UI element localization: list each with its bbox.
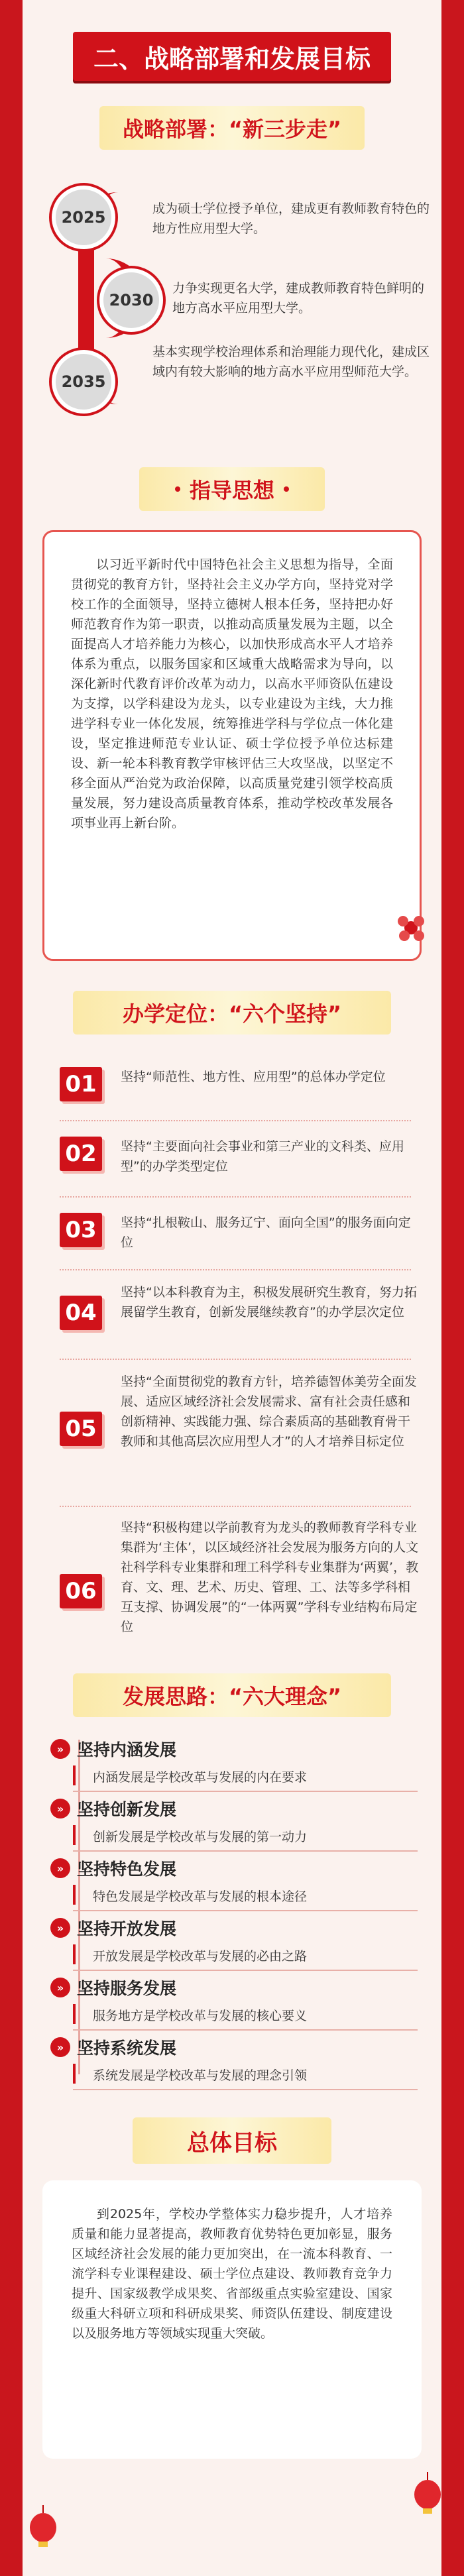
positioning-item bbox=[60, 1518, 431, 1637]
divider bbox=[60, 1120, 411, 1121]
guide-text: 以习近平新时代中国特色社会主义思想为指导，全面贯彻党的教育方针，坚持社会主义办学方向，坚持党对学校工作的全面领导，坚持立德树人根本任务，坚持把办好师范教育作为第一职责，以推动高质量发展为主题，以全面提高人才培养能力为核心，以加快形成高水平人才培养体系为重点，以服务国家和区域重大战略需求为导向，以深化新时代教育评价改革为动力，以高水平师资队伍建设为支撑，以学科建设为龙头，以专业建设为主线，大力推进学科专业一体化发展，统筹推进学科与学位点一体化建设，坚定推进师范专业认证、硕士学位授予单位达标建设、新一轮本科教育教学审核评估三大攻坚战，以坚定不移全面从严治党为政治保障，以高质量党建引领学校高质量发展，努力建设高质量教育体系，推动学校改革发展各项事业再上新台阶。 bbox=[71, 557, 393, 830]
positioning-item bbox=[60, 1137, 431, 1176]
guide-card bbox=[42, 530, 422, 961]
idea-text: 创新发展是学校改革与发展的第一动力 bbox=[73, 1821, 418, 1852]
positioning-heading-text: 办学定位：“六个坚持” bbox=[122, 1001, 342, 1027]
positioning-item bbox=[60, 1372, 431, 1451]
idea-text: 内涵发展是学校改革与发展的内在要求 bbox=[73, 1762, 418, 1792]
chevron-right-icon: » bbox=[50, 1978, 70, 1997]
item-number: 05 bbox=[60, 1412, 102, 1446]
positioning-item bbox=[60, 1067, 431, 1101]
ribbon-dot-icon bbox=[175, 486, 180, 492]
idea-title: 坚持内涵发展 bbox=[77, 1740, 177, 1760]
goal-text: 到2025年，学校办学整体实力稳步提升，人才培养质量和能力显著提高，教师教育优势特色更加彰显，服务区域经济社会发展的能力更加突出，在一流本科教育、一流学科专业课程建设、硕士学位点建设、教师教育竞争力提升、国家级教学成果奖、省部级重点实验室建设、国家级重大科研立项和科研成果奖、师资队伍建设、制度建设以及服务地方等领域实现重大突破。 bbox=[72, 2207, 392, 2341]
positioning-heading bbox=[73, 991, 391, 1035]
idea-title: 坚持系统发展 bbox=[77, 2039, 177, 2058]
item-number: 06 bbox=[60, 1574, 102, 1608]
idea-text: 开放发展是学校改革与发展的必由之路 bbox=[73, 1940, 418, 1971]
step-text-2025: 成为硕士学位授予单位，建成更有教师教育特色的地方性应用型大学。 bbox=[152, 201, 430, 236]
divider bbox=[60, 1506, 411, 1507]
idea-item bbox=[56, 1856, 418, 1911]
item-text: 坚持“积极构建以学前教育为龙头的教师教育学科专业集群为‘主体’，以区域经济社会发展为服务方向的人文社科学科专业集群和理工科学科专业集群为‘两翼’，教育、文、理、艺术、历史、管理、工、法等多学科相互支撑、协调发展”的“一体两翼”学科专业结构布局定位 bbox=[121, 1520, 419, 1634]
chevron-right-icon: » bbox=[50, 1858, 70, 1878]
item-number: 04 bbox=[60, 1296, 102, 1330]
goal-heading-text: 总体目标 bbox=[187, 2129, 277, 2156]
year-badge-2035: 2035 bbox=[52, 350, 115, 414]
lantern-icon bbox=[27, 2505, 60, 2551]
idea-text: 服务地方是学校改革与发展的核心要义 bbox=[73, 2000, 418, 2031]
flower-corner-icon bbox=[391, 908, 431, 948]
idea-item bbox=[56, 1975, 418, 2031]
chevron-right-icon: » bbox=[50, 1739, 70, 1759]
item-number: 03 bbox=[60, 1213, 102, 1247]
idea-text: 系统发展是学校改革与发展的理念引领 bbox=[73, 2060, 418, 2090]
item-text: 坚持“师范性、地方性、应用型”的总体办学定位 bbox=[121, 1070, 386, 1084]
lantern-icon bbox=[411, 2472, 444, 2518]
idea-item bbox=[56, 1915, 418, 1971]
idea-title: 坚持开放发展 bbox=[77, 1919, 177, 1938]
strategy-heading bbox=[99, 106, 365, 150]
goal-heading bbox=[133, 2117, 331, 2164]
idea-item bbox=[56, 1736, 418, 1792]
year-badge-2025: 2025 bbox=[52, 186, 115, 249]
divider bbox=[60, 1359, 411, 1360]
strategy-heading-text: 战略部署：“新三步走” bbox=[122, 117, 342, 142]
idea-text: 特色发展是学校改革与发展的根本途径 bbox=[73, 1881, 418, 1911]
chevron-right-icon: » bbox=[50, 2037, 70, 2057]
strategy-timeline bbox=[40, 172, 431, 424]
item-text: 坚持“主要面向社会事业和第三产业的文科类、应用型”的办学类型定位 bbox=[121, 1139, 404, 1174]
item-text: 坚持“扎根鞍山、服务辽宁、面向全国”的服务面向定位 bbox=[121, 1215, 411, 1250]
item-number: 02 bbox=[60, 1137, 102, 1171]
guide-heading bbox=[139, 467, 325, 511]
divider bbox=[60, 1269, 411, 1270]
positioning-item bbox=[60, 1282, 431, 1330]
section-title: 二、战略部署和发展目标 bbox=[73, 32, 391, 81]
year-badge-2030: 2030 bbox=[99, 268, 163, 332]
divider bbox=[60, 1196, 411, 1198]
idea-item bbox=[56, 2035, 418, 2090]
guide-heading-text: 指导思想 bbox=[189, 478, 274, 503]
step-text-2030: 力争实现更名大学，建成教师教育特色鲜明的地方高水平应用型大学。 bbox=[172, 281, 425, 315]
item-text: 坚持“全面贯彻党的教育方针，培养德智体美劳全面发展、适应区域经济社会发展需求、富有社会责任感和创新精神、实践能力强、综合素质高的基础教育骨干教师和其他高层次应用型人才”的人才培养目标定位 bbox=[121, 1374, 417, 1449]
goal-card bbox=[42, 2180, 422, 2459]
ideas-heading-text: 发展思路：“六大理念” bbox=[122, 1684, 342, 1709]
idea-title: 坚持特色发展 bbox=[77, 1860, 177, 1879]
item-number: 01 bbox=[60, 1067, 102, 1101]
chevron-right-icon: » bbox=[50, 1918, 70, 1938]
positioning-item bbox=[60, 1213, 431, 1253]
step-text-2035: 基本实现学校治理体系和治理能力现代化，建成区域内有较大影响的地方高水平应用型师范大学。 bbox=[152, 345, 430, 379]
ideas-heading bbox=[73, 1673, 391, 1717]
idea-title: 坚持服务发展 bbox=[77, 1979, 177, 1998]
chevron-right-icon: » bbox=[50, 1799, 70, 1819]
item-text: 坚持“以本科教育为主，积极发展研究生教育，努力拓展留学生教育，创新发展继续教育”的办学层次定位 bbox=[121, 1285, 417, 1319]
ribbon-dot-icon bbox=[284, 486, 289, 492]
idea-item bbox=[56, 1796, 418, 1852]
idea-title: 坚持创新发展 bbox=[77, 1800, 177, 1819]
